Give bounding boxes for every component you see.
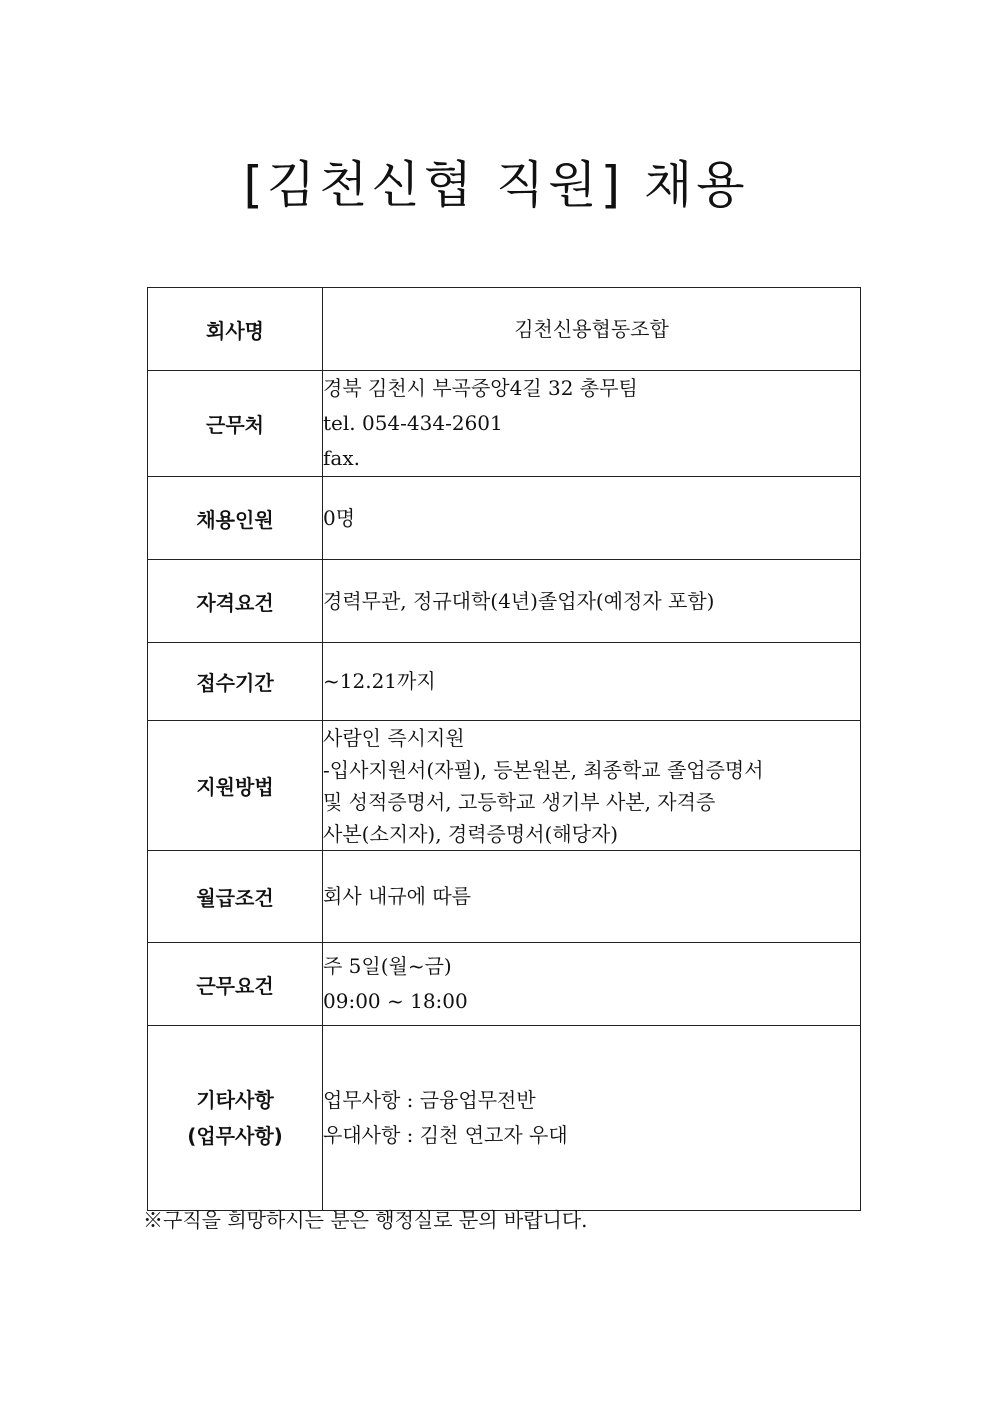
table-row xyxy=(148,851,861,943)
row-value xyxy=(323,643,861,721)
row-label: 자격요건 xyxy=(148,560,323,643)
table-row xyxy=(148,477,861,560)
qualifications: 경력무관, 정규대학(4년)졸업자(예정자 포함) xyxy=(323,588,715,613)
row-value xyxy=(323,721,861,851)
footer-note: ※구직을 희망하시는 분은 행정실로 문의 바랍니다. xyxy=(143,1208,588,1232)
workplace-tel: tel. 054-434-2601 xyxy=(323,411,503,435)
company-name: 김천신용협동조합 xyxy=(514,316,669,341)
row-value xyxy=(323,477,861,560)
headcount: 0명 xyxy=(323,505,356,530)
row-value xyxy=(323,851,861,943)
salary-terms: 회사 내규에 따름 xyxy=(323,884,471,908)
table-row xyxy=(148,721,861,851)
row-label: 채용인원 xyxy=(148,477,323,560)
duties: 업무사항 : 금융업무전반 xyxy=(323,1088,536,1112)
row-value xyxy=(323,371,861,477)
work-days: 주 5일(월~금) xyxy=(323,954,452,978)
row-label: 접수기간 xyxy=(148,643,323,721)
work-hours: 09:00 ~ 18:00 xyxy=(323,989,468,1013)
row-label-sub: (업무사항) xyxy=(187,1124,283,1148)
row-value xyxy=(323,943,861,1026)
row-label: 근무요건 xyxy=(148,943,323,1026)
application-period: ~12.21까지 xyxy=(323,669,436,693)
job-info-table xyxy=(147,287,861,1211)
workplace-fax: fax. xyxy=(323,446,360,470)
apply-method-line: -입사지원서(자필), 등본원본, 최종학교 졸업증명서 xyxy=(323,757,764,782)
row-label: 지원방법 xyxy=(148,721,323,851)
workplace-address: 경북 김천시 부곡중앙4길 32 총무팀 xyxy=(323,376,638,400)
row-value xyxy=(323,560,861,643)
table-row xyxy=(148,943,861,1026)
table-row xyxy=(148,288,861,371)
row-label: 월급조건 xyxy=(148,851,323,943)
page-title: [김천신협 직원] 채용 xyxy=(243,156,749,214)
row-value xyxy=(323,288,861,371)
row-label: 근무처 xyxy=(148,371,323,477)
table-row xyxy=(148,643,861,721)
table-row xyxy=(148,560,861,643)
row-label-main: 기타사항 xyxy=(196,1088,274,1112)
table-row xyxy=(148,1026,861,1211)
apply-method-line: 사본(소지자), 경력증명서(해당자) xyxy=(323,821,619,846)
apply-method-line: 사람인 즉시지원 xyxy=(323,725,465,750)
preferences: 우대사항 : 김천 연고자 우대 xyxy=(323,1123,568,1147)
row-label xyxy=(148,1026,323,1211)
row-label: 회사명 xyxy=(148,288,323,371)
table-row xyxy=(148,371,861,477)
apply-method-line: 및 성적증명서, 고등학교 생기부 사본, 자격증 xyxy=(323,789,716,814)
row-value xyxy=(323,1026,861,1211)
